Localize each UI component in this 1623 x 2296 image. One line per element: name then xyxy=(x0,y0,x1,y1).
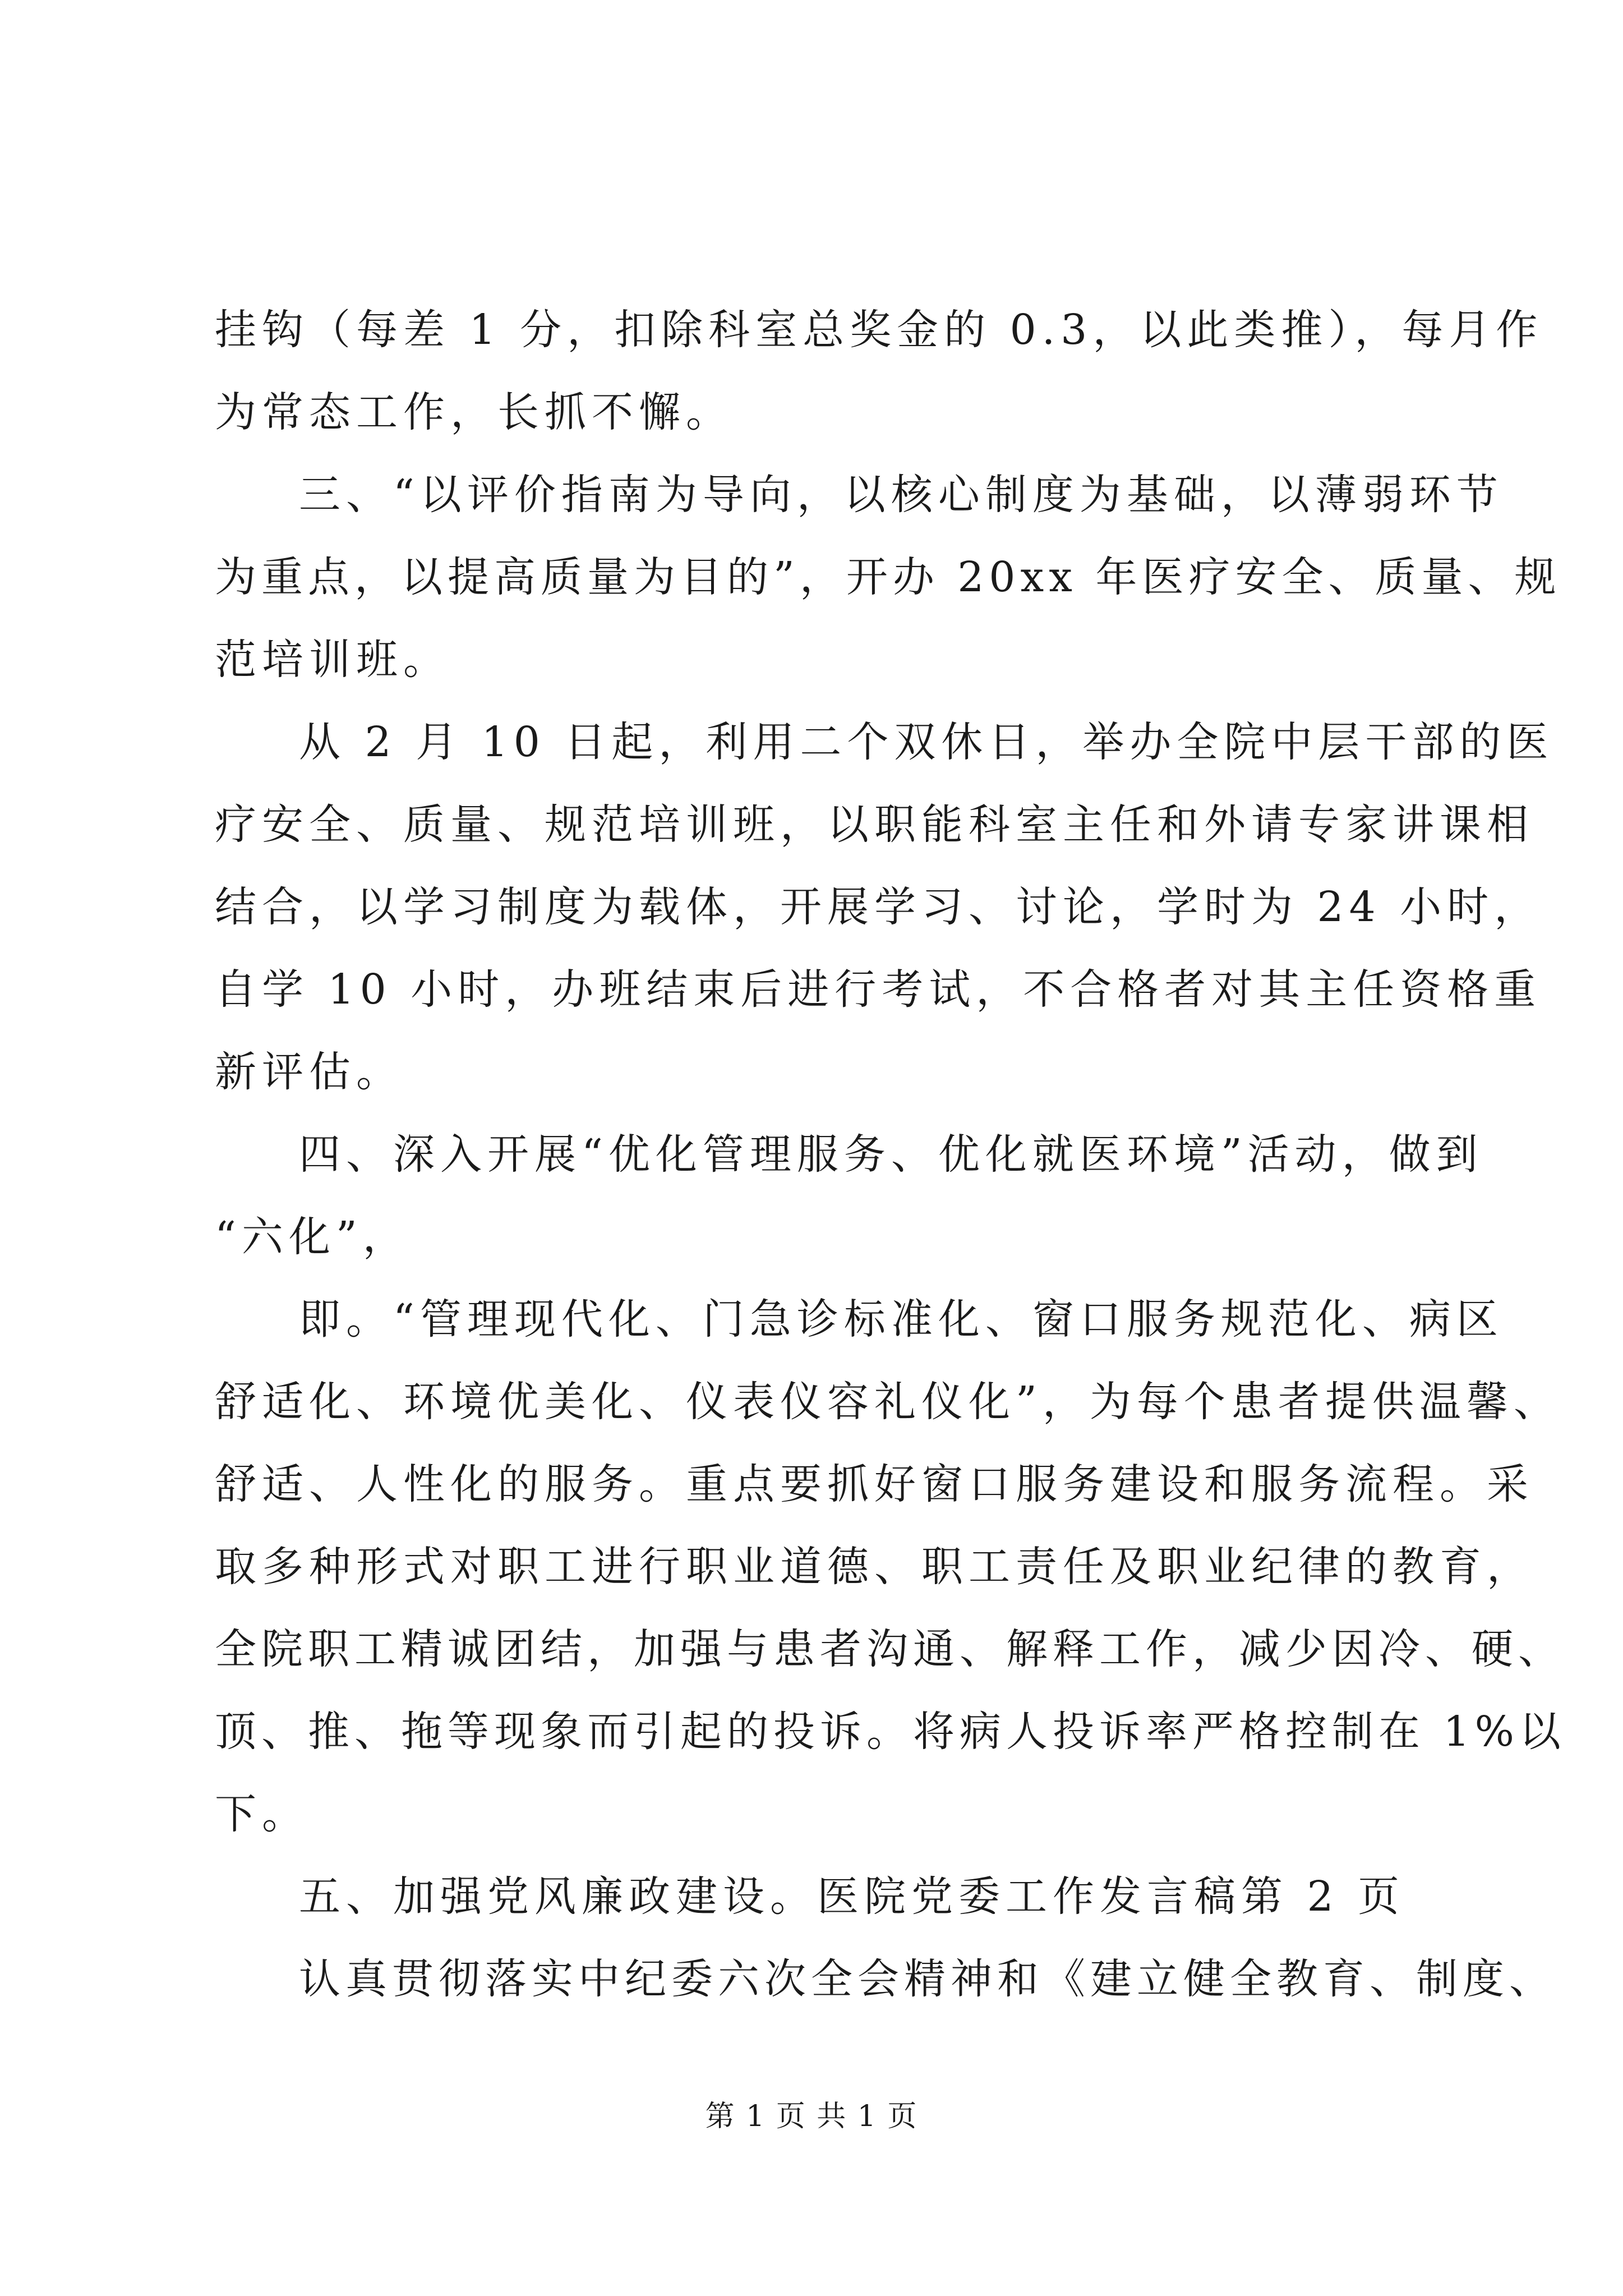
body-line: 下。 xyxy=(215,1790,309,1838)
body-line: “六化”， xyxy=(215,1213,410,1261)
paragraph-start: 即。“管理现代化、门急诊标准化、窗口服务规范化、病区 xyxy=(299,1295,1504,1343)
body-line: 为重点，以提高质量为目的”，开办 20xx 年医疗安全、质量、规 xyxy=(215,553,1561,601)
paragraph-start: 从 2 月 10 日起，利用二个双休日，举办全院中层干部的医 xyxy=(299,718,1554,766)
body-line: 舒适化、环境优美化、仪表仪容礼仪化”，为每个患者提供温馨、 xyxy=(215,1378,1561,1426)
body-line: 挂钩（每差 1 分，扣除科室总奖金的 0.3，以此类推），每月作 xyxy=(215,306,1543,354)
body-line: 全院职工精诚团结，加强与患者沟通、解释工作，减少因冷、硬、 xyxy=(215,1625,1565,1673)
body-line: 舒适、人性化的服务。重点要抓好窗口服务建设和服务流程。采 xyxy=(215,1460,1534,1508)
body-line: 结合，以学习制度为载体，开展学习、讨论，学时为 24 小时， xyxy=(215,883,1542,931)
body-line: 新评估。 xyxy=(215,1048,403,1096)
paragraph-heading-5: 五、加强党风廉政建设。医院党委工作发言稿第 2 页 xyxy=(299,1872,1405,1921)
body-line: 为常态工作，长抓不懈。 xyxy=(215,388,733,436)
paragraph-start: 认真贯彻落实中纪委六次全会精神和《建立健全教育、制度、 xyxy=(299,1955,1556,2003)
page-footer: 第 1 页 共 1 页 xyxy=(705,2100,918,2133)
body-line: 自学 10 小时，办班结束后进行考试，不合格者对其主任资格重 xyxy=(215,965,1542,1014)
paragraph-heading-3: 三、“以评价指南为导向，以核心制度为基础，以薄弱环节 xyxy=(299,471,1504,519)
paragraph-heading-4: 四、深入开展“优化管理服务、优化就医环境”活动，做到 xyxy=(299,1130,1483,1179)
body-line: 范培训班。 xyxy=(215,636,450,684)
body-line: 疗安全、质量、规范培训班，以职能科室主任和外请专家讲课相 xyxy=(215,800,1534,849)
body-line: 取多种形式对职工进行职业道德、职工责任及职业纪律的教育， xyxy=(215,1543,1534,1591)
body-line: 顶、推、拖等现象而引起的投诉。将病人投诉率严格控制在 1%以 xyxy=(215,1708,1566,1756)
